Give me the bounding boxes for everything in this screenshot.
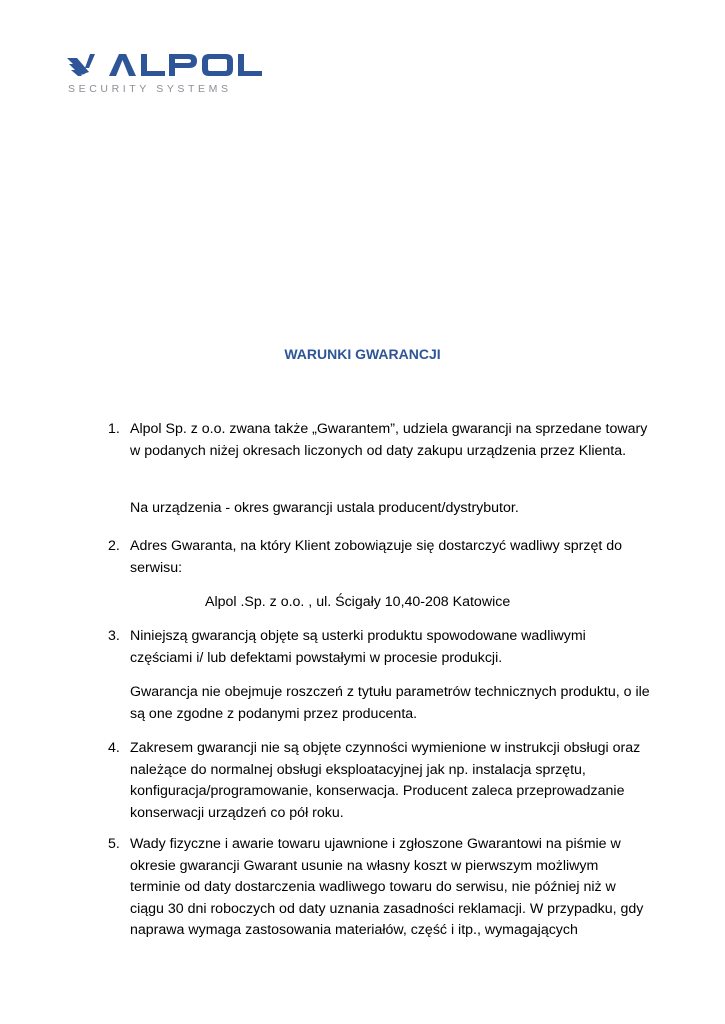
guarantor-address: Alpol .Sp. z o.o. , ul. Ścigały 10,40-208 Katowice	[205, 594, 511, 610]
alpol-logo	[67, 48, 267, 98]
list-item-number: 1.	[108, 421, 120, 437]
list-item-text: Niniejszą gwarancją objęte są usterki produktu spowodowane wadliwymi częściami i/ lub defektami powstałymi w procesie produkcji.	[130, 628, 586, 666]
page-title: WARUNKI GWARANCJI	[284, 346, 441, 362]
list-item	[108, 834, 648, 942]
paragraph-exclusion: Gwarancja nie obejmuje roszczeń z tytułu parametrów technicznych produktu, o ile są one zgodne z podanymi przez producenta.	[130, 684, 650, 722]
paragraph-devices-period: Na urządzenia - okres gwarancji ustala producent/dystrybutor.	[130, 500, 519, 516]
swoosh-emblem-icon	[67, 54, 95, 76]
list-item-number: 5.	[108, 836, 120, 852]
alpol-logo-graphic	[67, 48, 267, 98]
list-item-text: Zakresem gwarancji nie są objęte czynności wymienione w instrukcji obsługi oraz należące do normalnej obsługi eksploatacyjnej jak np. instalacja sprzętu, konfiguracja/programowanie, konserwacja. Producent zaleca przeprowadzanie konserwacji urządzeń co pół roku.	[130, 740, 641, 821]
alpol-wordmark	[109, 54, 262, 76]
alpol-tagline: SECURITY SYSTEMS	[68, 83, 232, 95]
list-item-text: Wady fizyczne i awarie towaru ujawnione i zgłoszone Gwarantowi na piśmie w okresie gwarancji Gwarant usunie na własny koszt w pierwszym możliwym terminie od daty dostarczenia wadliwego towaru do serwisu, nie później niż w ciągu 30 dni roboczych od daty uznania zasadności reklamacji. W przypadku, gdy naprawa wymaga zastosowania materiałów, część i itp., wymagających	[130, 836, 644, 938]
list-item	[108, 536, 648, 579]
list-item-text: Alpol Sp. z o.o. zwana także „Gwarantem”, udziela gwarancji na sprzedane towary w podanych niżej okresach liczonych od daty zakupu urządzenia przez Klienta.	[130, 421, 648, 459]
list-item-text: Adres Gwaranta, na który Klient zobowiązuje się dostarczyć wadliwy sprzęt do serwisu:	[130, 538, 623, 576]
list-item	[108, 738, 648, 824]
list-item	[108, 626, 648, 669]
list-item-number: 2.	[108, 538, 120, 554]
list-item-number: 3.	[108, 628, 120, 644]
list-item-number: 4.	[108, 740, 120, 756]
list-item	[108, 419, 648, 462]
